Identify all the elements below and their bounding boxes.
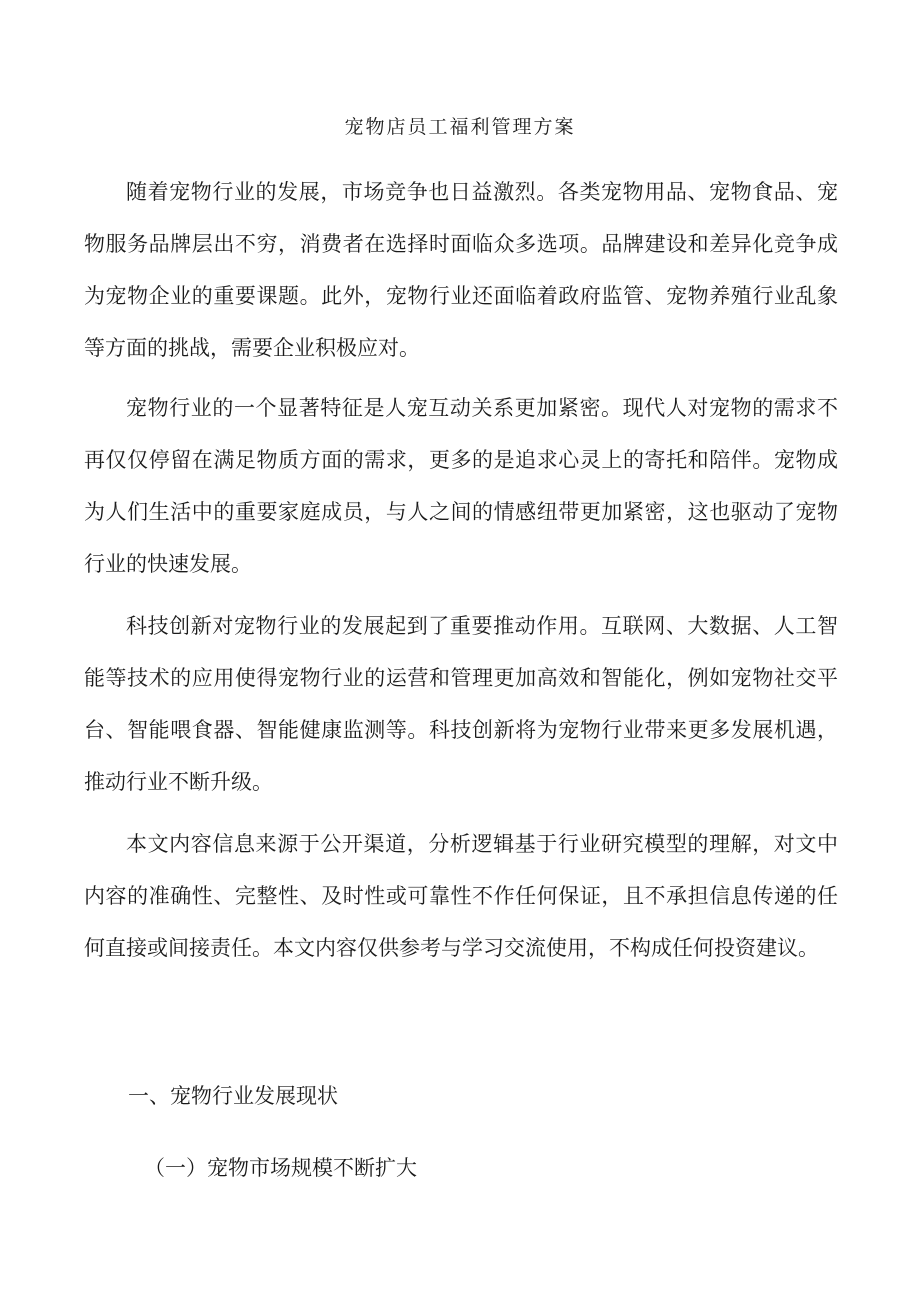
paragraph-industry-competition: 随着宠物行业的发展，市场竞争也日益激烈。各类宠物用品、宠物食品、宠物服务品牌层出不穷，消费者在选择时面临众多选项。品牌建设和差异化竞争成为宠物企业的重要课题。此外，宠物行业还面临着政府监管、宠物养殖行业乱象等方面的挑战，需要企业积极应对。	[84, 180, 838, 360]
paragraph-tech-innovation: 科技创新对宠物行业的发展起到了重要推动作用。互联网、大数据、人工智能等技术的应用使得宠物行业的运营和管理更加高效和智能化，例如宠物社交平台、智能喂食器、智能健康监测等。科技创新将为宠物行业带来更多发展机遇，推动行业不断升级。	[84, 614, 838, 794]
document-title: 宠物店员工福利管理方案	[344, 116, 576, 138]
paragraph-human-pet-interaction: 宠物行业的一个显著特征是人宠互动关系更加紧密。现代人对宠物的需求不再仅仅停留在满足物质方面的需求，更多的是追求心灵上的寄托和陪伴。宠物成为人们生活中的重要家庭成员，与人之间的情感纽带更加紧密，这也驱动了宠物行业的快速发展。	[84, 396, 838, 576]
subsection-heading: （一）宠物市场规模不断扩大	[144, 1156, 417, 1180]
paragraph-disclaimer: 本文内容信息来源于公开渠道，分析逻辑基于行业研究模型的理解，对文中内容的准确性、完整性、及时性或可靠性不作任何保证，且不承担信息传递的任何直接或间接责任。本文内容仅供参考与学习交流使用，不构成任何投资建议。	[84, 832, 838, 960]
section-heading: 一、宠物行业发展现状	[128, 1084, 338, 1108]
